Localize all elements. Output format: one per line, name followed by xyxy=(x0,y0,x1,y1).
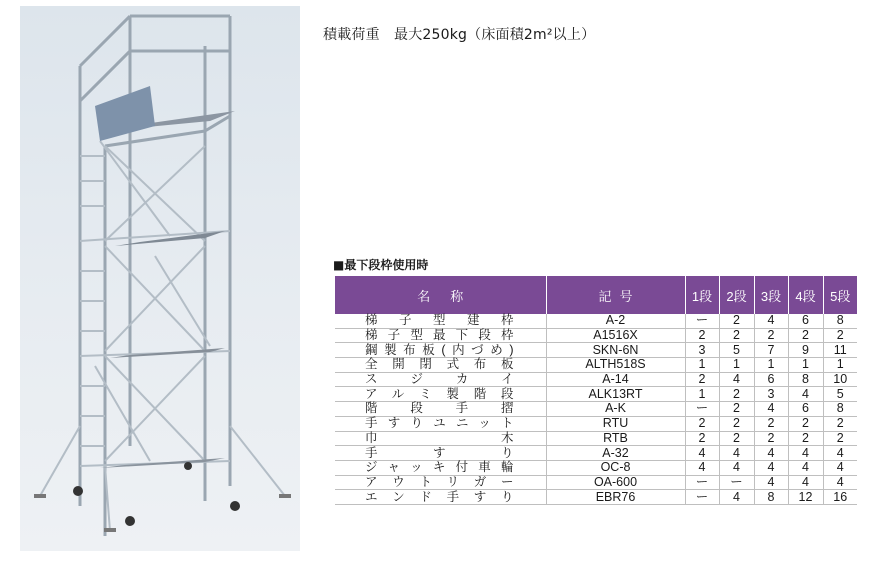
quantity-cell: 2 xyxy=(754,328,788,343)
quantity-cell: 2 xyxy=(719,416,754,431)
part-code-cell: RTU xyxy=(546,416,685,431)
table-row xyxy=(335,475,857,490)
load-capacity-text: 積載荷重 最大250kg（床面積2m²以上） xyxy=(323,27,596,43)
part-code-cell: A1516X xyxy=(546,328,685,343)
part-code-cell: OC-8 xyxy=(546,460,685,475)
table-row xyxy=(335,314,857,328)
quantity-cell: ー xyxy=(685,402,719,417)
column-header-4: 4段 xyxy=(788,276,823,314)
quantity-cell: ー xyxy=(685,490,719,505)
quantity-cell: 2 xyxy=(719,387,754,402)
table-row xyxy=(335,358,857,373)
quantity-cell: 1 xyxy=(823,358,857,373)
quantity-cell: 8 xyxy=(788,372,823,387)
quantity-cell: 4 xyxy=(719,446,754,461)
table-row xyxy=(335,446,857,461)
quantity-cell: 1 xyxy=(685,358,719,373)
quantity-cell: 4 xyxy=(788,387,823,402)
quantity-cell: 2 xyxy=(788,328,823,343)
section-heading: ■最下段枠使用時 xyxy=(333,258,429,272)
quantity-cell: 2 xyxy=(823,328,857,343)
quantity-cell: 4 xyxy=(823,460,857,475)
part-name-cell: 梯子型建枠 xyxy=(335,314,546,328)
part-name-cell: 巾木 xyxy=(335,431,546,446)
part-code-cell: RTB xyxy=(546,431,685,446)
quantity-cell: 4 xyxy=(823,475,857,490)
quantity-cell: 6 xyxy=(788,402,823,417)
part-name-cell: アルミ製階段 xyxy=(335,387,546,402)
quantity-cell: 4 xyxy=(754,460,788,475)
column-header-3: 3段 xyxy=(754,276,788,314)
quantity-cell: 2 xyxy=(788,431,823,446)
table-row xyxy=(335,490,857,505)
quantity-cell: 2 xyxy=(685,431,719,446)
table-row xyxy=(335,372,857,387)
quantity-cell: 2 xyxy=(788,416,823,431)
table-row xyxy=(335,416,857,431)
quantity-cell: 8 xyxy=(823,402,857,417)
quantity-cell: 2 xyxy=(823,416,857,431)
quantity-cell: 2 xyxy=(719,314,754,328)
part-code-cell: A-K xyxy=(546,402,685,417)
quantity-cell: 1 xyxy=(719,358,754,373)
quantity-cell: 4 xyxy=(823,446,857,461)
part-name-cell: エンド手すり xyxy=(335,490,546,505)
quantity-cell: 4 xyxy=(788,475,823,490)
part-code-cell: A-2 xyxy=(546,314,685,328)
part-name-cell: 梯子型最下段枠 xyxy=(335,328,546,343)
part-name-cell: 全開閉式布板 xyxy=(335,358,546,373)
part-code-cell: EBR76 xyxy=(546,490,685,505)
part-code-cell: ALTH518S xyxy=(546,358,685,373)
quantity-cell: ー xyxy=(685,314,719,328)
table-row xyxy=(335,328,857,343)
parts-table xyxy=(335,276,857,505)
quantity-cell: 7 xyxy=(754,343,788,358)
part-code-cell: SKN-6N xyxy=(546,343,685,358)
part-code-cell: ALK13RT xyxy=(546,387,685,402)
quantity-cell: 4 xyxy=(788,446,823,461)
quantity-cell: ー xyxy=(685,475,719,490)
quantity-cell: 16 xyxy=(823,490,857,505)
quantity-cell: 2 xyxy=(719,402,754,417)
quantity-cell: 4 xyxy=(754,446,788,461)
quantity-cell: 2 xyxy=(754,416,788,431)
part-name-cell: スジカイ xyxy=(335,372,546,387)
quantity-cell: 6 xyxy=(754,372,788,387)
quantity-cell: 11 xyxy=(823,343,857,358)
quantity-cell: 4 xyxy=(754,314,788,328)
quantity-cell: 5 xyxy=(719,343,754,358)
quantity-cell: 2 xyxy=(719,328,754,343)
quantity-cell: 4 xyxy=(685,446,719,461)
part-code-cell: OA-600 xyxy=(546,475,685,490)
quantity-cell: 2 xyxy=(754,431,788,446)
table-row xyxy=(335,343,857,358)
quantity-cell: 5 xyxy=(823,387,857,402)
table-row xyxy=(335,402,857,417)
quantity-cell: 2 xyxy=(685,416,719,431)
column-header-5: 5段 xyxy=(823,276,857,314)
quantity-cell: 1 xyxy=(754,358,788,373)
quantity-cell: 4 xyxy=(754,402,788,417)
quantity-cell: 3 xyxy=(685,343,719,358)
part-name-cell: アウトリガー xyxy=(335,475,546,490)
column-header-2: 2段 xyxy=(719,276,754,314)
quantity-cell: ー xyxy=(719,475,754,490)
part-name-cell: 階段手摺 xyxy=(335,402,546,417)
quantity-cell: 2 xyxy=(685,372,719,387)
part-name-cell: 手すり xyxy=(335,446,546,461)
quantity-cell: 9 xyxy=(788,343,823,358)
column-header-1: 1段 xyxy=(685,276,719,314)
quantity-cell: 10 xyxy=(823,372,857,387)
part-name-cell: 手すりユニット xyxy=(335,416,546,431)
quantity-cell: 1 xyxy=(685,387,719,402)
table-row xyxy=(335,431,857,446)
quantity-cell: 1 xyxy=(788,358,823,373)
quantity-cell: 4 xyxy=(719,490,754,505)
quantity-cell: 4 xyxy=(788,460,823,475)
part-code-cell: A-32 xyxy=(546,446,685,461)
table-row xyxy=(335,387,857,402)
quantity-cell: 6 xyxy=(788,314,823,328)
rolling-scaffold-tower-image xyxy=(20,6,300,551)
quantity-cell: 8 xyxy=(823,314,857,328)
column-header-code: 記号 xyxy=(546,276,685,314)
quantity-cell: 4 xyxy=(719,372,754,387)
quantity-cell: 2 xyxy=(685,328,719,343)
part-code-cell: A-14 xyxy=(546,372,685,387)
quantity-cell: 2 xyxy=(719,431,754,446)
part-name-cell: ジャッキ付車輪 xyxy=(335,460,546,475)
quantity-cell: 3 xyxy=(754,387,788,402)
quantity-cell: 8 xyxy=(754,490,788,505)
scaffold-tower-photo xyxy=(20,6,300,551)
table-row xyxy=(335,460,857,475)
quantity-cell: 4 xyxy=(754,475,788,490)
column-header-name: 名称 xyxy=(335,276,546,314)
quantity-cell: 2 xyxy=(823,431,857,446)
part-name-cell: 鋼製布板(内づめ) xyxy=(335,343,546,358)
quantity-cell: 4 xyxy=(685,460,719,475)
quantity-cell: 12 xyxy=(788,490,823,505)
table-header-row xyxy=(335,276,857,314)
quantity-cell: 4 xyxy=(719,460,754,475)
